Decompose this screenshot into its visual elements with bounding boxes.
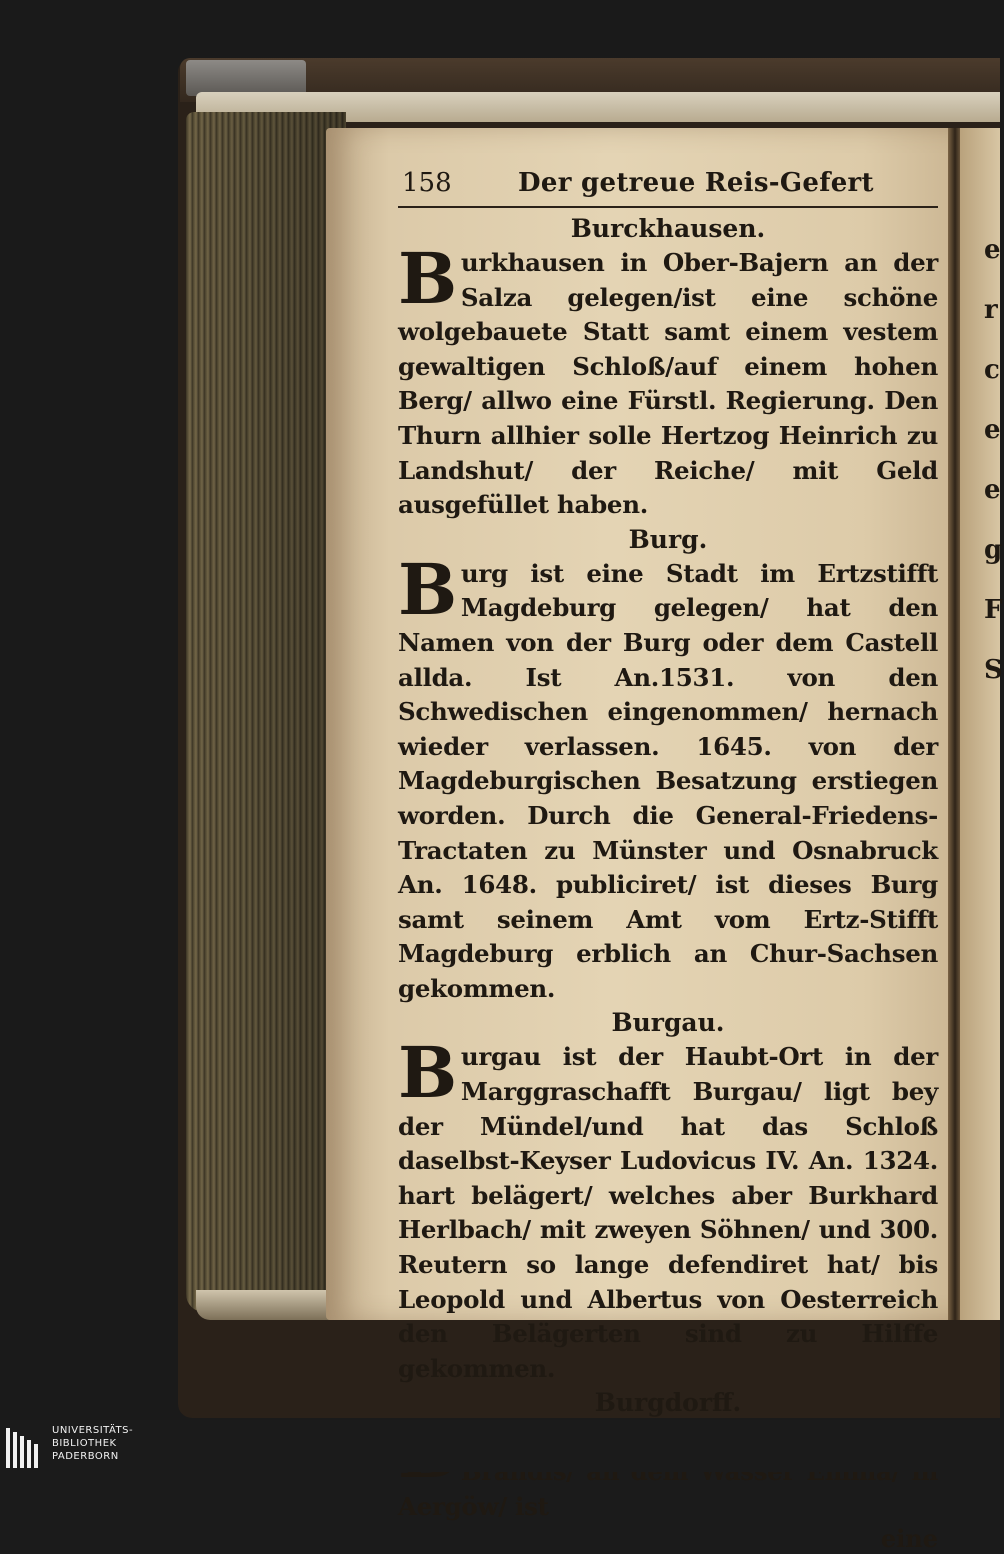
library-name-line1: UNIVERSITÄTS-: [52, 1425, 134, 1436]
page-text: [398, 166, 938, 1554]
entry-body: [398, 237, 938, 523]
entry-title: Burg.: [628, 524, 708, 554]
entry-body: [398, 1031, 938, 1386]
metal-clasp: [186, 60, 306, 96]
entry-title: Burgau.: [611, 1008, 725, 1038]
library-footer: [0, 1420, 1000, 1472]
entry-text: urgau ist der Haubt-Ort in der Marggraschafft Burgau/ ligt bey der Mündel/und hat das Schloß daselbst-Keyser Ludovicus IV. An. 1324. hart belägert/ welches aber Burkhard Herlbach/ mit zweyen Söhnen/ und 300. Reutern so lange defendiret hat/ bis Leopold und Albertus von Oesterreich den Belägerten sind zu Hilffe gekommen.: [398, 1042, 938, 1383]
drop-cap: B: [398, 1031, 457, 1115]
page-header: [398, 166, 938, 208]
entry-body: [398, 547, 938, 1007]
library-name-line2: BIBLIOTHEK: [52, 1438, 117, 1449]
library-name-line3: PADERBORN: [52, 1451, 119, 1462]
entry-text: urkhausen in Ober-Bajern an der Salza gelegen/ist eine schöne wolgebauete Statt samt einem vestem gewaltigen Schloß/auf einem hohen Berg/ allwo eine Fürstl. Regierung. Den Thurn allhier solle Hertzog Heinrich zu Landshut/ der Reiche/ mit Geld ausgefüllet haben.: [398, 248, 938, 520]
fore-edge-shadow: [186, 112, 346, 1312]
library-name: [52, 1424, 133, 1463]
entry-text: Aergöw/ ist: [398, 1491, 549, 1521]
drop-cap: B: [398, 547, 457, 631]
facing-page-fragment: e r c e e g F S: [984, 235, 1003, 685]
library-logo-icon: [4, 1426, 44, 1470]
running-title: Der getreue Reis-Gefert: [518, 168, 874, 198]
entry-burgau: [398, 1006, 938, 1386]
entry-title: Burgdorff.: [594, 1388, 742, 1418]
entry-text: urg ist eine Stadt im Ertzstifft Magdeburg gelegen/ hat den Namen von der Burg oder dem Castell allda. Ist An.1531. von den Schwedischen eingenommen/ hernach wieder verlassen. 1645. von der Magdeburgischen Besatzung erstiegen worden. Durch die General-Friedens-Tractaten zu Münster und Osnabruck An. 1648. publiciret/ ist dieses Burg samt seinem Amt vom Ertz-Stifft Magdeburg erblich an Chur-Sachsen gekommen.: [398, 558, 938, 1003]
entry-title: Burckhausen.: [570, 214, 766, 243]
entry-burckhausen: [398, 212, 938, 523]
entry-burg: [398, 523, 938, 1007]
catchword: eine: [880, 1524, 938, 1554]
drop-cap: B: [398, 237, 457, 320]
page-number: 158: [402, 168, 452, 198]
